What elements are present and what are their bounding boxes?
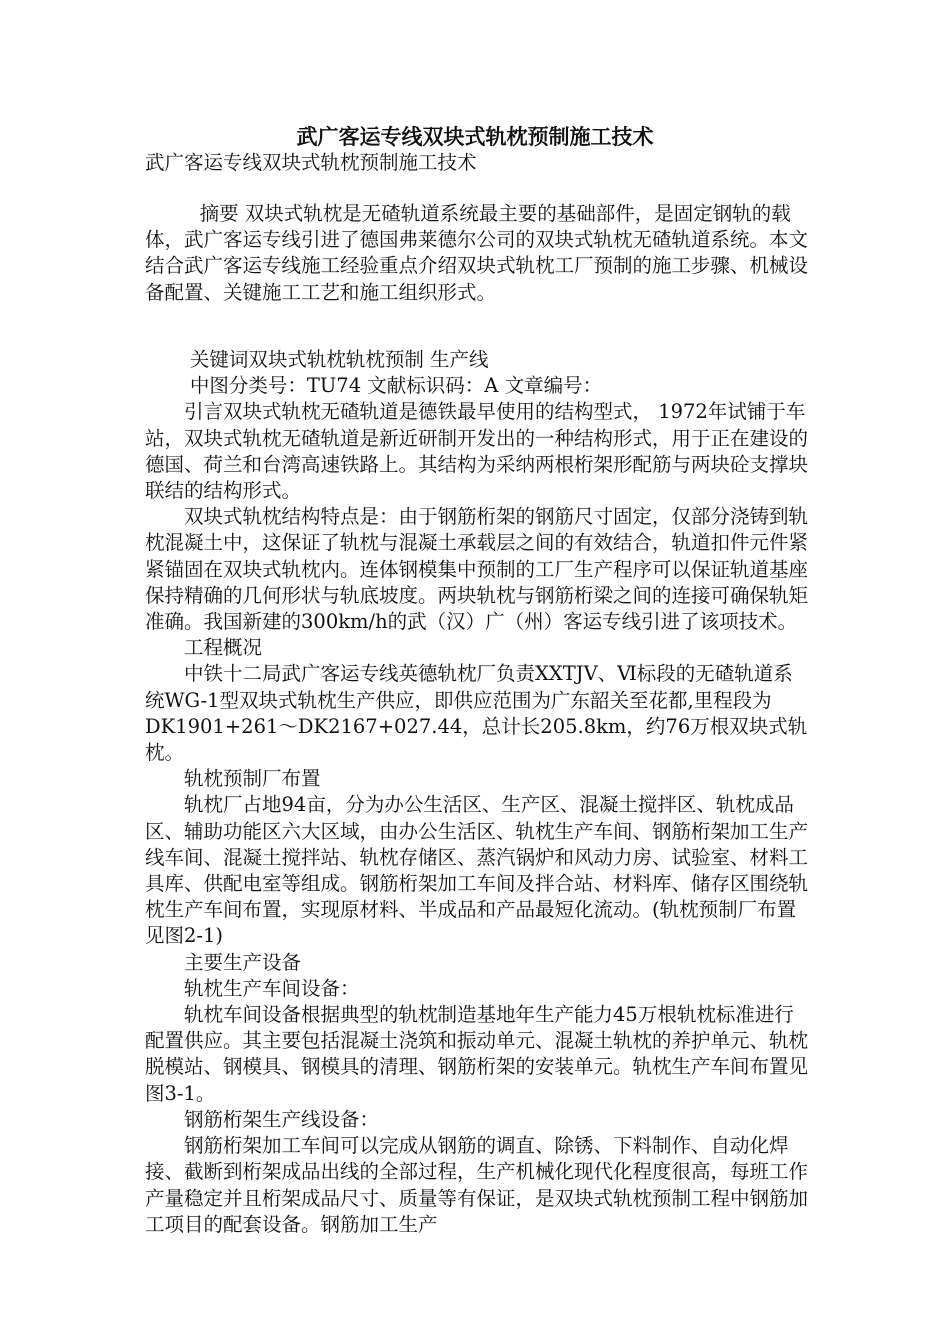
document-subtitle: 武广客运专线双块式轨枕预制施工技术 <box>145 151 477 174</box>
heading-workshop: 轨枕生产车间设备： <box>184 976 360 1000</box>
heading-truss: 钢筋桁架生产线设备： <box>184 1107 380 1131</box>
main-body <box>145 347 810 1238</box>
keywords-line: 关键词双块式轨枕轨枕预制 生产线 <box>189 348 489 371</box>
truss-paragraph: 钢筋桁架加工车间可以完成从钢筋的调直、除锈、下料制作、自动化焊接、截断到桁架成品出线的全部过程，生产机械化现代化程度很高，每班工作产量稳定并且桁架成品尺寸、质量等有保证，是双块式轨枕预制工程中钢筋加工项目的配套设备。钢筋加工生产 <box>145 1134 809 1236</box>
features-paragraph: 双块式轨枕结构特点是：由于钢筋桁架的钢筋尺寸固定，仅部分浇铸到轨枕混凝土中，这保证了轨枕与混凝土承载层之间的有效结合，轨道扣件元件紧紧锚固在双块式轨枕内。连体钢模集中预制的工厂生产程序可以保证轨道基座保持精确的几何形状与轨底坡度。两块轨枕与钢筋桁梁之间的连接可确保轨矩准确。我国新建的300km/h的武（汉）广（州）客运专线引进了该项技术。 <box>145 505 809 634</box>
workshop-paragraph: 轨枕车间设备根据典型的轨枕制造基地年生产能力45万根轨枕标准进行配置供应。其主要包括混凝土浇筑和振动单元、混凝土轨枕的养护单元、轨枕脱模站、钢模具、钢模具的清理、钢筋桁架的安装单元。轨枕生产车间布置见图3-1。 <box>145 1003 809 1105</box>
classification-line: 中图分类号：TU74 文献标识码：A 文章编号： <box>189 374 603 398</box>
layout-paragraph: 轨枕厂占地94亩，分为办公生活区、生产区、混凝土搅拌区、轨枕成品区、辅助功能区六大区域，由办公生活区、轨枕生产车间、钢筋桁架加工生产线车间、混凝土搅拌站、轨枕存储区、蒸汽锅炉和风动力房、试验室、材料工具库、供配电室等组成。钢筋桁架加工车间及拌合站、材料库、储存区围绕轨枕生产车间布置，实现原材料、半成品和产品最短化流动。(轨枕预制厂布置见图2-1) <box>145 793 809 948</box>
document-title: 武广客运专线双块式轨枕预制施工技术 <box>296 124 654 149</box>
heading-equipment: 主要生产设备 <box>184 950 302 974</box>
abstract-paragraph: 摘要 双块式轨枕是无碴轨道系统最主要的基础部件，是固定钢轨的载体，武广客运专线引进了德国弗莱德尔公司的双块式轨枕无碴轨道系统。本文结合武广客运专线施工经验重点介绍双块式轨枕工厂预制的施工步骤、机械设备配置、关键施工工艺和施工组织形式。 <box>145 202 809 304</box>
heading-overview: 工程概况 <box>184 636 263 660</box>
abstract-section <box>145 201 810 306</box>
overview-paragraph: 中铁十二局武广客运专线英德轨枕厂负责XXTJⅤ、Ⅵ标段的无碴轨道系统WG-1型双块式轨枕生产供应，即供应范围为广东韶关至花都,里程段为DK1901+261～DK2167+027.44，总计长205.8km，约76万根双块式轨枕。 <box>145 662 808 765</box>
heading-layout: 轨枕预制厂布置 <box>184 767 321 791</box>
intro-paragraph: 引言双块式轨枕无碴轨道是德铁最早使用的结构型式， 1972年试铺于车站，双块式轨枕无碴轨道是新近研制开发出的一种结构形式，用于正在建设的德国、荷兰和台湾高速铁路上。其结构为采纳两根桁架形配筋与两块砼支撑块联结的结构形式。 <box>145 400 809 503</box>
